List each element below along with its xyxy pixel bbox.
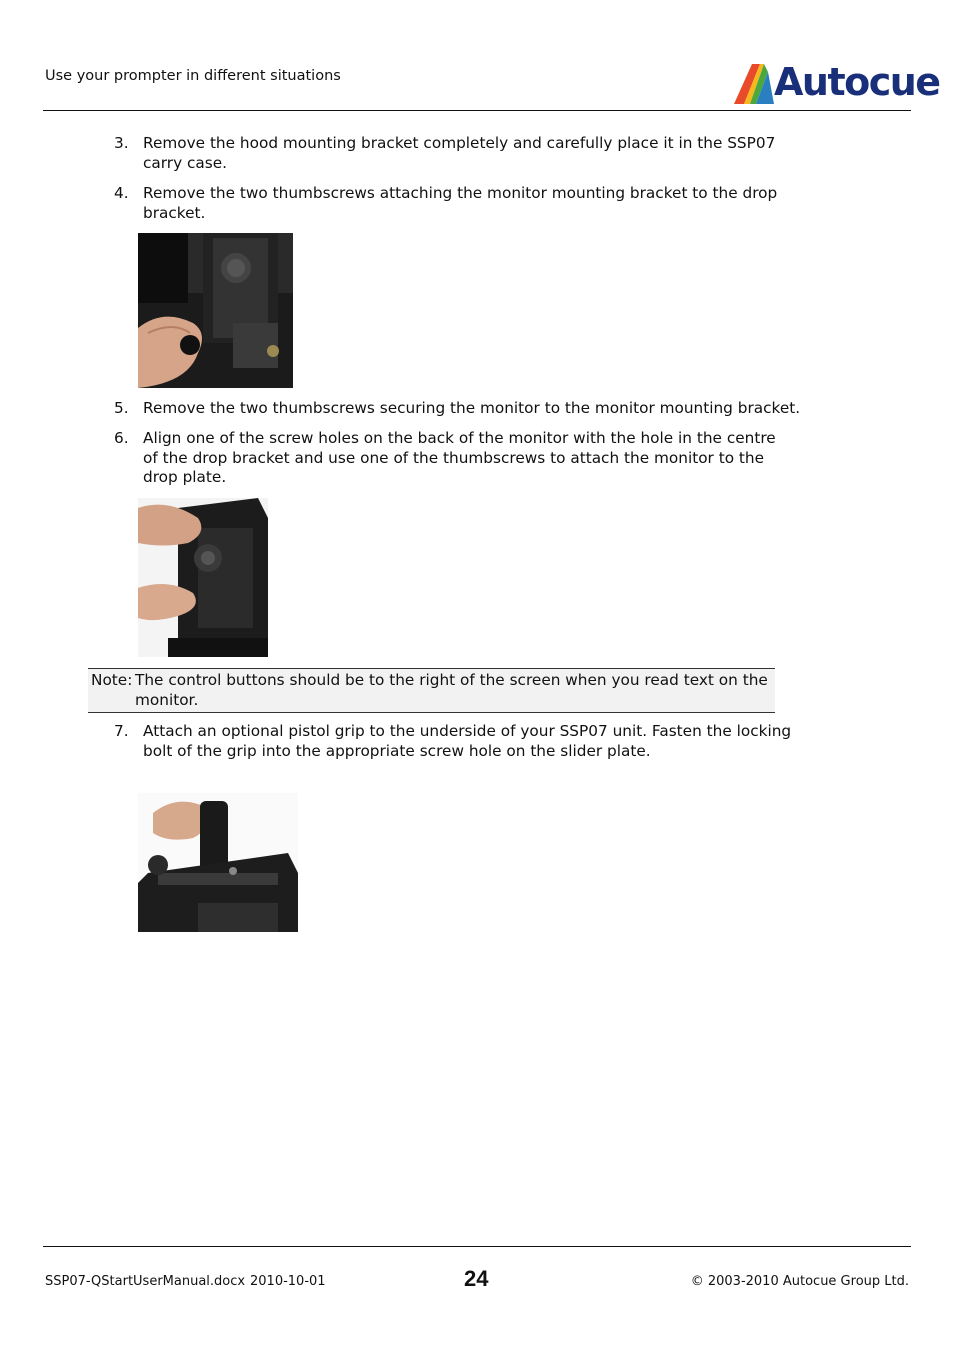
footer-rule xyxy=(43,1246,911,1247)
step-line: bracket. xyxy=(143,203,206,222)
step-line: bolt of the grip into the appropriate screw hole on the slider plate. xyxy=(143,741,651,760)
step-line: drop plate. xyxy=(143,468,227,486)
step-line: carry case. xyxy=(143,153,228,172)
step-number: 7. xyxy=(114,722,129,740)
step-7 xyxy=(114,722,792,762)
step-line: Remove the two thumbscrews attaching the monitor mounting bracket to the drop xyxy=(143,184,778,202)
page-number: 24 xyxy=(464,1266,489,1291)
step-line: of the drop bracket and use one of the thumbscrews to attach the monitor to the xyxy=(143,448,765,467)
footer-copyright: © 2003-2010 Autocue Group Ltd. xyxy=(690,1274,909,1289)
step-text xyxy=(143,429,776,488)
photo-remove-bracket-thumbscrews xyxy=(138,233,293,388)
step-number: 6. xyxy=(114,429,129,447)
footer-filename: SSP07-QStartUserManual.docx xyxy=(45,1274,246,1289)
step-line: Remove the two thumbscrews securing the monitor to the monitor mounting bracket. xyxy=(143,399,801,417)
photo-attach-monitor xyxy=(138,498,268,657)
step-text xyxy=(143,722,792,761)
step-line: Remove the hood mounting bracket completely and carefully place it in the SSP07 xyxy=(143,134,776,152)
note-line: monitor. xyxy=(135,690,199,709)
note-box xyxy=(88,668,775,713)
step-3 xyxy=(114,134,774,174)
step-line: Attach an optional pistol grip to the underside of your SSP07 unit. Fasten the locking xyxy=(143,722,792,740)
step-text xyxy=(143,399,801,419)
step-line: Align one of the screw holes on the back of the monitor with the hole in the centre xyxy=(143,429,776,447)
logo-wordmark: Autocue xyxy=(774,60,940,104)
note-text xyxy=(135,671,775,710)
step-number: 5. xyxy=(114,399,129,417)
note-line: The control buttons should be to the right of the screen when you read text on the xyxy=(135,671,768,689)
step-number: 3. xyxy=(114,134,129,152)
header-rule xyxy=(43,110,911,111)
step-text xyxy=(143,184,778,223)
step-number: 4. xyxy=(114,184,129,202)
footer-date: 2010-10-01 xyxy=(250,1274,326,1289)
step-4 xyxy=(114,184,778,224)
photo-pistol-grip xyxy=(138,793,298,932)
note-label: Note: xyxy=(91,671,133,689)
header-section-title: Use your prompter in different situations xyxy=(45,68,341,84)
step-text xyxy=(143,134,776,173)
step-6 xyxy=(114,429,774,489)
step-5 xyxy=(114,399,801,419)
